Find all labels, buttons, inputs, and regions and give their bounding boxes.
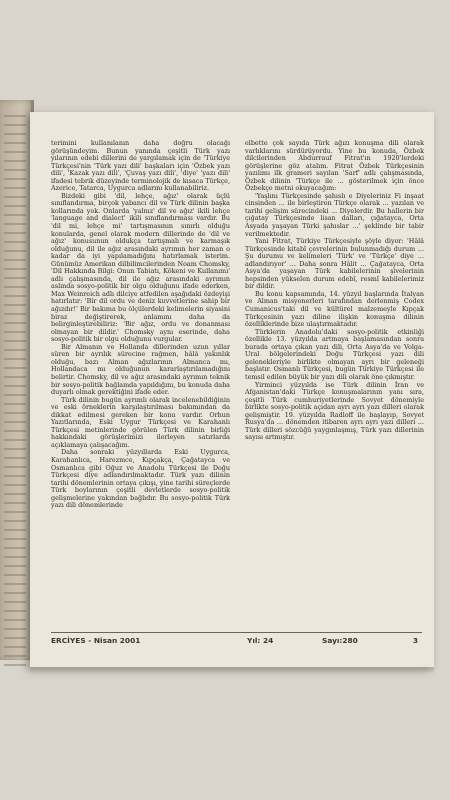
paragraph: Türk dilinin bugün ayrımlı olarak incelenebildiğinin ve eski örneklerin karşılaştırılması bakımından da dikkat edilmesi gereken bir konu vardır. Orhun Yazıtlarında, Eski Uygur Türkçesi ve Karahanlı Türkçesi metinlerinde görülen Türk dilinin birliği hakkındaki görüşlerimizi ilerleyen satırlarda açıklamaya çalışacağım. (51, 395, 230, 449)
adjacent-page-edge (0, 100, 34, 660)
text-column-left (51, 140, 230, 622)
paragraph: Bizdeki gibi 'dil, lehçe, ağız' olarak üçlü sınıflandırma, birçok yabancı dil ve Türk dilinin başka kollarında yok. Onlarda 'yalnız' dil ve ağız' ikili lehçe 'language and dialect' ikili sınıflandırması vardır. Bu 'dil mi, lehçe mi' tartışmasının sınırlı olduğu konularda, genel olarak modern dillerinde de 'dil ve ağız' konusunun oldukça tartışmalı ve karmaşık olduğunu, dil ile ağız arasındaki ayrımın her zaman o kadar da iyi yapılamadığını hatırlamak isterim. Günümüz Amerikan dilbilimcilerinden Noam Chomsky, 'Dil Hakkında Bilgi: Onun Tabiatı, Kökeni ve Kullanımı' adlı çalışmasında, dil ile ağız arasındaki ayrımın aslında sosyo-politik bir olgu olduğunu ifade ederken, Max Weinreich adlı dilciye atfedilen aşağıdaki özdeyişi hatırlatır: 'Bir dil ordu ve deniz kuvvetlerine sahip bir ağızdır!' Bir bakıma bu ölçülerdeki kelimelerin siyasini biraz değiştirerek, anlamını daha da belirginleştirebiliriz: 'Bir ağız, ordu ve donanması olmayan bir dildir.' Chomsky aynı eserinde, daha sosyo-politik bir olgu olduğunu vurgular. (51, 191, 230, 344)
paragraph: 'Yaşlını Türkçesinde şahıslı e Diyeleriniz Fi inşaat cinsinden ... ile birleştiren Türkçe olarak ... yazılan ve tarihi gelişim sürecindeki ... Diyelerdir. Bu hallerin bir çığatay Türkçesinde lisan dalları, çığatayca, Orta Asyada yaşayan Türki şahıslar ...' şeklinde bir tabir verilmektedir. (245, 191, 424, 238)
magazine-page (30, 112, 434, 667)
paragraph: Bu konu kapsamında, 14. yüzyıl başlarında İtalyan ve Alman misyonerleri tarafından derlenmiş Codex Cumanicus'taki dil ve kültürel malzemeyle Kıpçak Türkçesinin yazı diline ilişkin konuşma dilinin özelliklerinde bize ulaştırmaktadır. (245, 289, 424, 329)
paragraph: Yani Fitrat, Türkiye Türkçesiyle şöyle diyor: 'Hâlâ Türkçesinde kitabî çevrelerinin bulunmadığı durum ... Şu durumu ve kelimeleri 'Türk' ve 'Türkçe' diye ... adlandırıyor' ... Daha sonra Hâlit ... Çağatayca, Orta Asya'da yaşayan Türk kabilelerinin şivelerinin hepsinden yükselen durum edebî, resmî kabilelerimiz bir dildir. (245, 237, 424, 291)
page-footer (51, 632, 422, 649)
page-shadow (30, 667, 434, 673)
paragraph: elbette çok sayıda Türk ağızı konuşma dili olarak varlıklarını sürdürüyordu. Yine bu konuda, Özbek dilcilerinden Abdurrauf Fitrat'ın 1920'lerdeki görüşlerine göz atalım. Fitrat Özbek Türkçesinin yazılımı ilk grameri sayılan 'Sarf' adlı çalışmasında, Özbek dilinin 'Türkçe ile ... gösterilmek için önce Özbekçe metni okuyacağım: (245, 140, 424, 193)
paragraph: Daha sonraki yüzyıllarda Eski Uygurca, Karahanlıca, Harezmce, Kıpçakça, Çağatayca ve Osmanlıca gibi Oğuz ve Anadolu Türkçesi ile Doğu Türkçesi diye adlandırılmaktadır. Türk yazı dilinin tarihi dönemlerinin ortaya çıkışı, yine tarihi süreçlerde Türk boylarının çeşitli devletlerde sosyo-politik gelişmelerine yakından bağlıdır. Bu sosyo-politik Türk yazı dili dönemlerinde (51, 448, 230, 510)
page-number: 3 (412, 636, 418, 645)
paragraph: Bir Almanın ve Hollanda dillerinden uzun yıllar süren bir ayrılık sürecine rağmen, hâlâ yakınlık olduğu, bazı Alman ağızlarının Almanca mı, Hollandaca mı olduğunun kararlaştırılamadığını belirtir. Chomsky, dil ve ağız arasındaki ayrımın teknik bir sosyo-politik bağlamda yapıldığını, bu konuda daha duyarlı olmak gerektiğini ifade eder. (51, 342, 230, 397)
paragraph: terimini kullanılanın daha doğru olacağı görüşündeyim. Bunun yanında çeşitli Türk yazı yılarının edebi dillerini de yargılamak için de 'Türkiye Türkçesi'nin 'Türk yazı dili' başkaları için 'Özbek yazı dili', 'Kazak yazı dili', 'Çuvaş yazı dili', 'diye' 'yazı dili' ifadesi tebrik düzeyinde terminolojik de kısaca Türkçe, Azerice, Tatarca, Uygurca adlarını kullanabiliriz. (51, 140, 230, 193)
volume-label: Yıl: 24 (247, 636, 274, 645)
paragraph: Türklerin Anadolu'daki sosyo-politik etkinliği özellikle 13. yüzyılda artmaya başlamasından sonra burada ortaya çıkan yazı dili, Orta Asya'da ve Volga-Ural bölgelerindeki Doğu Türkçesi yazı dili gelenekleriyle birlikte olmayan ayrı bir geleneği başlatır. Osmanlı Türkçesi, bugün Türkiye Türkçesi ile temsil edilen büyük bir yazı dili olarak öne çıkmıştır. (245, 327, 424, 381)
paragraph: Yirminci yüzyılda ise Türk dilinin İran ve Afganistan'daki Türkçe konuşmalarının yanı sıra, çeşitli Türk cumhuriyetlerinde Sovyet dönemiyle birlikte sosyo-politik açıdan ayrı ayrı yazı dilleri olarak gelişmiştir. 19. yüzyılda Radloff ile başlayıp, Sovyet Rusya'da ... dönemden itibaren ayrı ayrı yazı dilleri ... Türk dilleri sözcüğü yaygınlaşmış, Türk yazı dillerinin sayısı artmıştır. (245, 380, 424, 442)
issue-number: Sayı:280 (322, 636, 358, 645)
text-column-right (245, 140, 424, 622)
journal-issue-date: ERCİYES - Nisan 2001 (51, 636, 141, 645)
